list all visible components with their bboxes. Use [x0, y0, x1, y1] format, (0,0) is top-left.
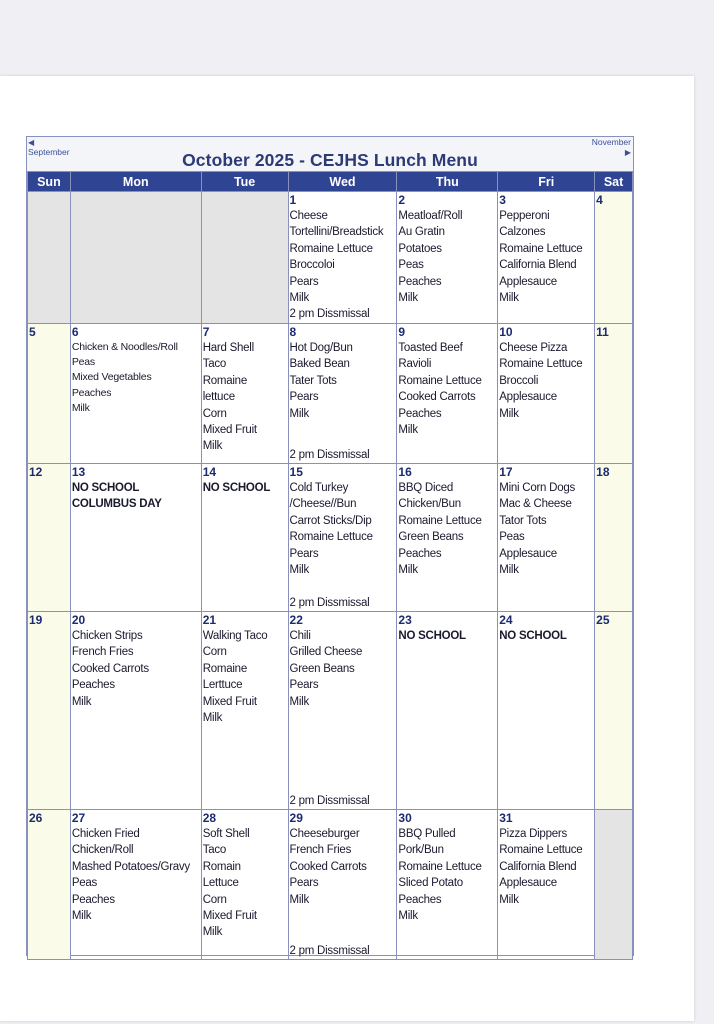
day-cell: [397, 324, 498, 464]
menu-item: Grilled Cheese: [289, 646, 363, 659]
menu-items: [398, 340, 496, 438]
menu-item: Milk: [398, 564, 418, 577]
menu-item: Cooked Carrots: [71, 662, 149, 675]
menu-item: Pepperoni: [499, 210, 550, 222]
day-cell: [201, 612, 288, 810]
menu-item: Romaine Lettuce: [289, 242, 373, 255]
menu-item: Toasted Beef: [398, 342, 463, 354]
menu-item: Tator Tots: [499, 514, 547, 527]
menu-items: [203, 340, 287, 455]
day-number: 15: [289, 465, 303, 479]
day-number: 13: [71, 465, 86, 479]
weekday-header-row: [28, 172, 633, 192]
menu-items: [290, 480, 396, 578]
left-arrow-icon: ◀: [28, 138, 35, 147]
menu-item: California Blend: [499, 860, 577, 873]
menu-item: Corn: [202, 646, 227, 659]
menu-item: Romaine Lettuce: [398, 860, 482, 873]
menu-item: Potatoes: [398, 242, 442, 255]
menu-item: Mac & Cheese: [499, 498, 572, 511]
menu-item: Pears: [289, 679, 319, 692]
menu-item: Mixed Vegetables: [71, 371, 152, 384]
menu-item: Corn: [202, 893, 227, 906]
day-number: 24: [499, 613, 513, 627]
menu-item: Cheeseburger: [289, 828, 360, 840]
empty-day-cell: [201, 192, 288, 324]
menu-item: Chicken Fried: [71, 828, 140, 840]
menu-item: Peaches: [398, 275, 442, 288]
day-number: 20: [71, 613, 86, 627]
menu-item: BBQ Diced: [398, 482, 454, 494]
menu-items: [290, 826, 396, 908]
menu-item: Romaine Lettuce: [398, 514, 482, 527]
menu-item: Broccoloi: [289, 259, 335, 272]
day-number: 19: [29, 613, 43, 627]
calendar-grid: [27, 171, 633, 960]
weekday-header: Tue: [201, 172, 288, 192]
empty-day-cell: [28, 192, 71, 324]
menu-item: Peaches: [71, 893, 115, 906]
day-cell: [70, 810, 201, 960]
day-number: 2: [398, 193, 406, 207]
menu-item: Chicken Strips: [71, 630, 143, 642]
day-cell: [595, 192, 633, 324]
calendar-week-row: [28, 324, 633, 464]
menu-items: [72, 480, 200, 513]
menu-item: 2 pm Dissmissal: [289, 308, 370, 321]
dismissal-note: 2 pm Dissmissal: [289, 945, 370, 957]
no-school-notice: COLUMBUS DAY: [71, 498, 162, 511]
day-cell: [28, 810, 71, 960]
day-number: 21: [202, 613, 217, 627]
menu-item: Milk: [499, 292, 519, 305]
menu-item: Applesauce: [499, 275, 557, 288]
day-cell: [498, 612, 595, 810]
menu-items: [72, 340, 200, 416]
menu-item: Tortellini/Breadstick: [289, 226, 384, 239]
menu-item: Romaine Lettuce: [499, 844, 583, 857]
menu-item: Milk: [289, 292, 309, 305]
menu-item: Romaine Lettuce: [499, 358, 583, 371]
menu-items: [499, 628, 593, 644]
menu-item: California Blend: [499, 259, 577, 272]
menu-item: Peaches: [398, 893, 442, 906]
next-month-link[interactable]: [589, 138, 631, 157]
day-cell: [28, 464, 71, 612]
day-number: 22: [289, 613, 303, 627]
menu-item: Pears: [289, 547, 319, 560]
menu-item: Green Beans: [398, 531, 464, 544]
menu-item: Peas: [71, 877, 98, 890]
menu-items: [203, 826, 287, 941]
menu-item: Milk: [202, 440, 223, 453]
day-cell: [288, 464, 397, 612]
day-number: 29: [289, 811, 303, 825]
menu-item: Chicken/Bun: [398, 498, 461, 511]
day-number: 6: [71, 325, 79, 339]
menu-item: Romaine Lettuce: [289, 531, 373, 544]
no-school-notice: NO SCHOOL: [499, 630, 567, 642]
day-cell: [28, 612, 71, 810]
menu-items: [499, 340, 593, 422]
menu-items: [398, 826, 496, 924]
menu-item: Milk: [398, 424, 418, 437]
menu-item: Au Gratin: [398, 226, 445, 239]
menu-item: Chicken/Roll: [71, 844, 134, 857]
previous-month-label: September: [28, 146, 70, 157]
menu-item: Milk: [71, 401, 90, 414]
menu-item: Soft Shell: [202, 828, 250, 840]
menu-item: Lettuce: [202, 877, 239, 890]
menu-items: [398, 208, 496, 306]
menu-items: [499, 480, 593, 578]
calendar-header: [27, 137, 633, 171]
menu-item: Romaine Lettuce: [499, 242, 583, 255]
menu-item: Cold Turkey: [289, 482, 349, 494]
menu-item: Milk: [289, 564, 309, 577]
menu-items: [499, 208, 593, 306]
day-number: 26: [29, 811, 43, 825]
day-cell: [70, 464, 201, 612]
calendar-week-row: [28, 192, 633, 324]
next-month-label: November: [591, 137, 631, 147]
no-school-notice: NO SCHOOL: [71, 482, 140, 494]
day-cell: [288, 810, 397, 960]
menu-item: Peas: [398, 259, 424, 272]
day-number: 10: [499, 325, 513, 339]
day-cell: [201, 464, 288, 612]
menu-item: French Fries: [289, 844, 352, 857]
menu-item: Pork/Bun: [398, 844, 444, 857]
calendar-week-row: [28, 612, 633, 810]
day-number: 17: [499, 465, 513, 479]
lunch-menu-calendar: [26, 136, 634, 956]
day-cell: [498, 192, 595, 324]
day-cell: [397, 192, 498, 324]
menu-item: Pizza Dippers: [499, 828, 567, 840]
day-cell: [201, 324, 288, 464]
menu-items: [398, 480, 496, 578]
menu-item: Ravioli: [398, 358, 432, 371]
weekday-header: Mon: [70, 172, 201, 192]
day-cell: [288, 192, 397, 324]
right-arrow-icon: ▶: [624, 147, 631, 157]
menu-item: Milk: [289, 695, 309, 708]
menu-item: Mixed Fruit: [202, 424, 257, 437]
day-number: 8: [289, 325, 297, 339]
no-school-notice: NO SCHOOL: [398, 630, 466, 642]
menu-item: Milk: [499, 893, 519, 906]
menu-item: Milk: [71, 910, 92, 923]
menu-item: Broccoli: [499, 374, 539, 387]
menu-items: [499, 826, 593, 908]
menu-item: Green Beans: [289, 662, 355, 675]
menu-item: Milk: [398, 292, 418, 305]
day-cell: [595, 324, 633, 464]
day-number: 25: [596, 613, 610, 627]
day-cell: [595, 464, 633, 612]
menu-item: Milk: [398, 910, 418, 923]
menu-item: Romaine Lettuce: [398, 374, 482, 387]
menu-item: Milk: [499, 407, 519, 420]
day-number: 27: [71, 811, 86, 825]
day-number: 16: [398, 465, 412, 479]
day-cell: [498, 464, 595, 612]
menu-items: [203, 628, 287, 726]
day-cell: [70, 612, 201, 810]
menu-item: Romain: [202, 860, 241, 873]
day-cell: [498, 810, 595, 960]
weekday-header: Thu: [397, 172, 498, 192]
day-number: 9: [398, 325, 406, 339]
menu-item: Cheese Pizza: [499, 342, 568, 354]
menu-item: Corn: [202, 407, 227, 420]
menu-item: BBQ Pulled: [398, 828, 456, 840]
menu-items: [72, 826, 200, 924]
menu-item: Tater Tots: [289, 374, 337, 387]
weekday-header: Wed: [288, 172, 397, 192]
day-cell: [498, 324, 595, 464]
menu-item: Peaches: [398, 407, 442, 420]
menu-item: Romaine: [202, 662, 247, 675]
menu-item: Milk: [499, 564, 519, 577]
day-number: 11: [596, 325, 609, 339]
day-number: 4: [596, 193, 603, 207]
menu-item: Chicken & Noodles/Roll: [71, 341, 178, 353]
menu-item: Calzones: [499, 226, 546, 239]
menu-item: Milk: [202, 926, 223, 939]
menu-item: Milk: [202, 712, 223, 725]
menu-item: Baked Bean: [289, 358, 350, 371]
day-number: 7: [202, 325, 210, 339]
calendar-title: October 2025 - CEJHS Lunch Menu: [182, 150, 478, 170]
menu-items: [203, 480, 287, 496]
menu-item: Hot Dog/Bun: [289, 342, 353, 354]
dismissal-note: 2 pm Dissmissal: [289, 795, 370, 807]
day-cell: [288, 612, 397, 810]
menu-item: Mashed Potatoes/Gravy: [71, 860, 190, 873]
day-cell: [70, 324, 201, 464]
menu-item: Meatloaf/Roll: [398, 210, 463, 222]
day-number: 12: [29, 465, 43, 479]
day-number: 18: [596, 465, 610, 479]
menu-item: Lerttuce: [202, 679, 243, 692]
day-number: 31: [499, 811, 513, 825]
empty-day-cell: [595, 810, 633, 960]
menu-item: French Fries: [71, 646, 134, 659]
menu-item: lettuce: [202, 391, 235, 404]
day-cell: [397, 464, 498, 612]
menu-item: Mixed Fruit: [202, 910, 257, 923]
weekday-header: Sat: [595, 172, 633, 192]
day-cell: [201, 810, 288, 960]
menu-item: Walking Taco: [202, 630, 268, 642]
menu-item: Peaches: [71, 679, 115, 692]
menu-item: Chili: [289, 630, 311, 642]
menu-item: Sliced Potato: [398, 877, 463, 890]
menu-item: Peaches: [398, 547, 442, 560]
day-number: 28: [202, 811, 217, 825]
menu-items: [290, 628, 396, 710]
calendar-week-row: [28, 810, 633, 960]
menu-item: Taco: [202, 844, 226, 857]
no-school-notice: NO SCHOOL: [202, 482, 271, 494]
menu-item: Applesauce: [499, 391, 557, 404]
menu-item: Applesauce: [499, 547, 557, 560]
day-cell: [397, 612, 498, 810]
menu-item: Milk: [289, 407, 309, 420]
menu-items: [72, 628, 200, 710]
menu-item: Taco: [202, 358, 226, 371]
menu-item: Peaches: [71, 386, 112, 399]
weekday-header: Sun: [28, 172, 71, 192]
day-number: 23: [398, 613, 412, 627]
menu-items: [290, 208, 396, 323]
weekday-header: Fri: [498, 172, 595, 192]
day-number: 14: [202, 465, 217, 479]
dismissal-note: 2 pm Dissmissal: [289, 449, 370, 461]
day-cell: [28, 324, 71, 464]
menu-item: Hard Shell: [202, 342, 254, 354]
menu-item: Cooked Carrots: [289, 860, 367, 873]
menu-item: Mixed Fruit: [202, 695, 257, 708]
day-cell: [397, 810, 498, 960]
menu-items: [290, 340, 396, 422]
menu-item: Peas: [71, 356, 95, 369]
menu-item: Romaine: [202, 374, 247, 387]
menu-item: Pears: [289, 877, 319, 890]
dismissal-note: 2 pm Dissmissal: [289, 597, 370, 609]
menu-item: Milk: [71, 695, 92, 708]
day-number: 30: [398, 811, 412, 825]
menu-item: Applesauce: [499, 877, 557, 890]
menu-item: /Cheese//Bun: [289, 498, 357, 511]
menu-item: Mini Corn Dogs: [499, 482, 575, 494]
menu-item: Pears: [289, 275, 319, 288]
day-cell: [288, 324, 397, 464]
calendar-week-row: [28, 464, 633, 612]
menu-item: Peas: [499, 531, 525, 544]
menu-item: Cooked Carrots: [398, 391, 476, 404]
menu-item: Carrot Sticks/Dip: [289, 514, 372, 527]
menu-item: Cheese: [289, 210, 328, 222]
menu-item: Milk: [289, 893, 309, 906]
menu-item: Pears: [289, 391, 319, 404]
day-cell: [595, 612, 633, 810]
day-number: 5: [29, 325, 36, 339]
day-number: 1: [289, 193, 297, 207]
day-number: 3: [499, 193, 506, 207]
empty-day-cell: [70, 192, 201, 324]
menu-items: [398, 628, 496, 644]
